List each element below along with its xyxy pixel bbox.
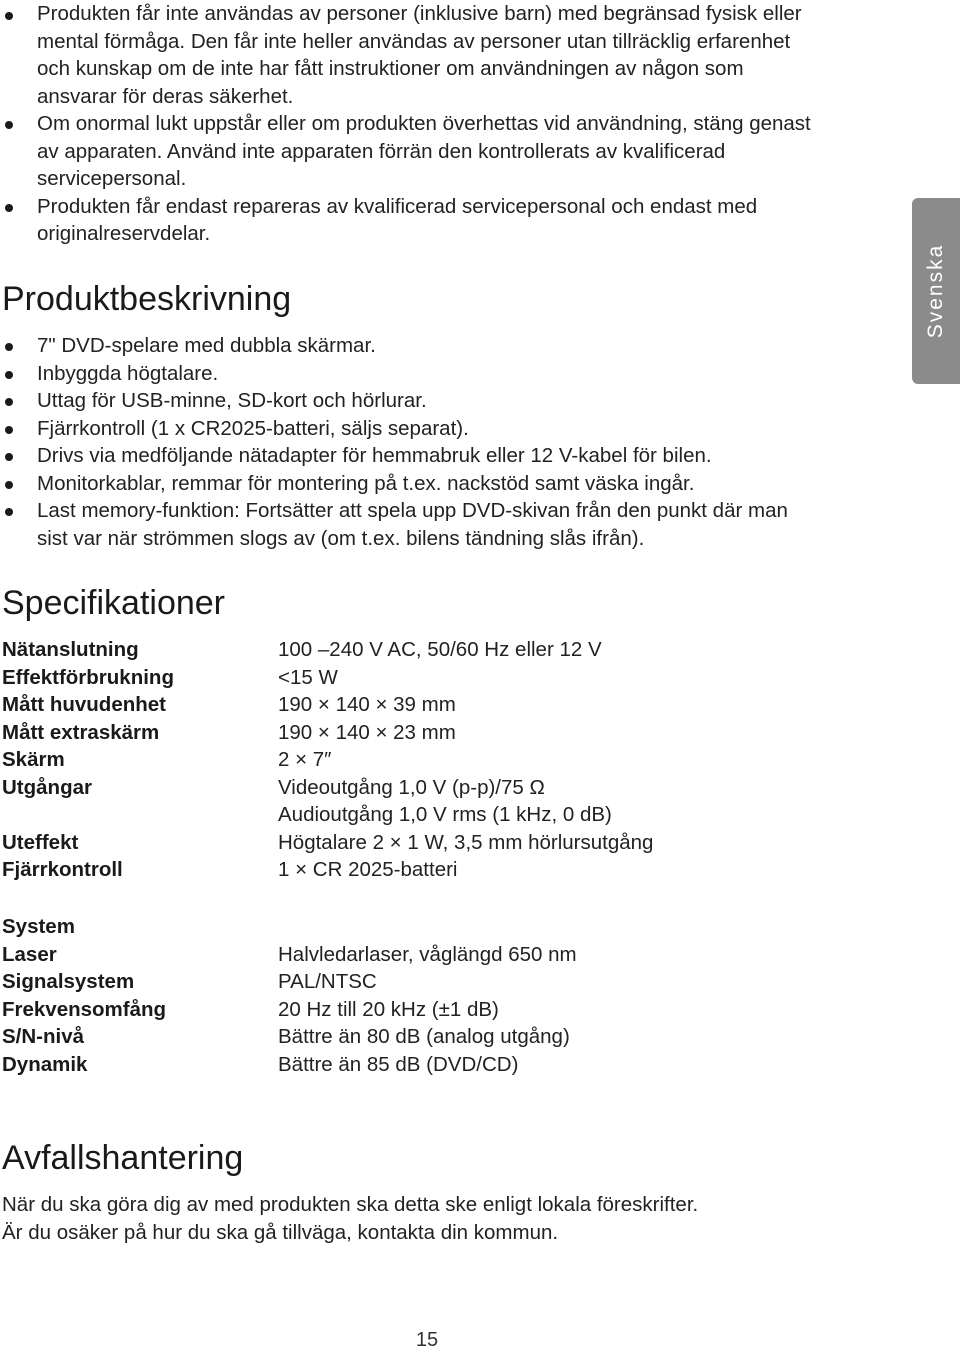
list-item: [0, 497, 820, 552]
spec-row: [2, 691, 722, 719]
spec-label: Signalsystem: [2, 970, 135, 993]
bullet-icon: [5, 481, 13, 489]
spec-value: 190 × 140 × 23 mm: [278, 720, 456, 744]
spec-label: Utgångar: [2, 775, 92, 799]
spec-label: S/N-nivå: [2, 1025, 85, 1048]
page-number: 15: [415, 1329, 439, 1351]
spec-label: Mått huvudenhet: [2, 693, 166, 716]
spec-value: Bättre än 80 dB (analog utgång): [278, 1025, 570, 1048]
list-item: [0, 193, 820, 248]
disposal-paragraph: [2, 1191, 902, 1246]
language-tab: [912, 198, 960, 384]
list-item: [0, 332, 820, 360]
spec-row: [2, 774, 722, 802]
spec-label: Uteffekt: [2, 830, 79, 854]
spec-value: 190 × 140 × 39 mm: [278, 693, 456, 716]
list-item-text: Last memory-funktion: Fortsätter att spela upp DVD-skivan från den punkt där man sist var när strömmen slogs av (om t.ex. bilens tändning slås ifrån).: [37, 499, 788, 550]
spec-label: Frekvensomfång: [2, 997, 167, 1021]
spec-label: Mått extraskärm: [2, 720, 160, 744]
spec-row: [2, 746, 722, 774]
spec-value: Bättre än 85 dB (DVD/CD): [278, 1052, 519, 1076]
spec-value: 20 Hz till 20 kHz (±1 dB): [278, 997, 499, 1021]
spec-row: [2, 636, 722, 664]
spec-value: PAL/NTSC: [278, 970, 377, 993]
spec-row: [2, 941, 722, 969]
spec-row: [2, 801, 722, 829]
features-list: [0, 332, 820, 552]
list-item-text: Monitorkablar, remmar för montering på t.ex. nackstöd samt väska ingår.: [37, 471, 695, 495]
list-item: [0, 387, 820, 415]
spec-value: 2 × 7″: [278, 748, 332, 771]
bullet-icon: [5, 12, 13, 20]
disposal-line: När du ska göra dig av med produkten ska detta ske enligt lokala föreskrifter.: [2, 1193, 699, 1216]
bullet-icon: [5, 508, 13, 516]
section-heading-produktbeskrivning: Produktbeskrivning: [2, 280, 292, 318]
bullet-icon: [5, 426, 13, 434]
spec-row: [2, 996, 722, 1024]
bullet-icon: [5, 204, 13, 212]
spec-value: Videoutgång 1,0 V (p-p)/75 Ω: [278, 775, 545, 799]
spec-row: [2, 1051, 722, 1079]
list-item-text: Produkten får endast repareras av kvalificerad servicepersonal och endast med originalreservdelar.: [37, 194, 758, 245]
spec-row: [2, 664, 722, 692]
spec-row: [2, 968, 722, 996]
spec-table: [2, 636, 722, 884]
list-item-text: Inbyggda högtalare.: [37, 361, 219, 385]
spec-label: Skärm: [2, 748, 65, 771]
spec-row: [2, 856, 722, 884]
spec-subheading-row: [2, 913, 722, 941]
list-item-text: Drivs via medföljande nätadapter för hemmabruk eller 12 V-kabel för bilen.: [37, 444, 712, 467]
list-item: [0, 470, 820, 498]
spec-value: Halvledarlaser, våglängd 650 nm: [278, 942, 577, 966]
spec-subheading: System: [2, 915, 75, 938]
spec-value: 100 –240 V AC, 50/60 Hz eller 12 V: [278, 638, 602, 661]
bullet-icon: [5, 121, 13, 129]
section-heading-avfallshantering: Avfallshantering: [2, 1139, 244, 1177]
disposal-line: Är du osäker på hur du ska gå tillväga, kontakta din kommun.: [2, 1220, 559, 1244]
spec-value: Audioutgång 1,0 V rms (1 kHz, 0 dB): [278, 803, 612, 826]
spec-value: <15 W: [278, 665, 338, 689]
spec-label: Dynamik: [2, 1052, 88, 1076]
section-heading-specifikationer: Specifikationer: [2, 584, 226, 622]
list-item-text: Produkten får inte användas av personer (inklusive barn) med begränsad fysisk eller mental förmåga. Den får inte heller användas av personer utan tillräcklig erfarenhet och kunskap om de inte har fått instruktioner om användningen av någon som ansvarar för deras säkerhet.: [37, 2, 802, 108]
spec-label: [2, 801, 278, 829]
list-item: [0, 442, 820, 470]
list-item-text: 7" DVD-spelare med dubbla skärmar.: [37, 334, 376, 357]
spec-label: Fjärrkontroll: [2, 858, 123, 881]
list-item: [0, 110, 820, 193]
list-item-text: Om onormal lukt uppstår eller om produkten överhettas vid användning, stäng genast av apparaten. Använd inte apparaten förrän den kontrollerats av kvalificerad servicepersonal.: [37, 112, 811, 190]
spec-row: [2, 829, 722, 857]
list-item: [0, 415, 820, 443]
bullet-icon: [5, 398, 13, 406]
safety-list: [0, 0, 820, 248]
list-item: [0, 0, 820, 110]
list-item-text: Fjärrkontroll (1 x CR2025-batteri, säljs separat).: [37, 416, 469, 440]
system-spec-table: [2, 913, 722, 1078]
bullet-icon: [5, 453, 13, 461]
spec-row: [2, 1023, 722, 1051]
spec-label: Nätanslutning: [2, 638, 139, 661]
list-item-text: Uttag för USB-minne, SD-kort och hörlurar.: [37, 389, 427, 412]
language-tab-label: Svenska: [924, 243, 947, 339]
spec-row: [2, 719, 722, 747]
bullet-icon: [5, 371, 13, 379]
spec-label: Laser: [2, 942, 57, 966]
bullet-icon: [5, 343, 13, 351]
spec-value: 1 × CR 2025-batteri: [278, 858, 458, 881]
spec-label: Effektförbrukning: [2, 665, 174, 689]
list-item: [0, 360, 820, 388]
spec-value: Högtalare 2 × 1 W, 3,5 mm hörlursutgång: [278, 830, 654, 854]
